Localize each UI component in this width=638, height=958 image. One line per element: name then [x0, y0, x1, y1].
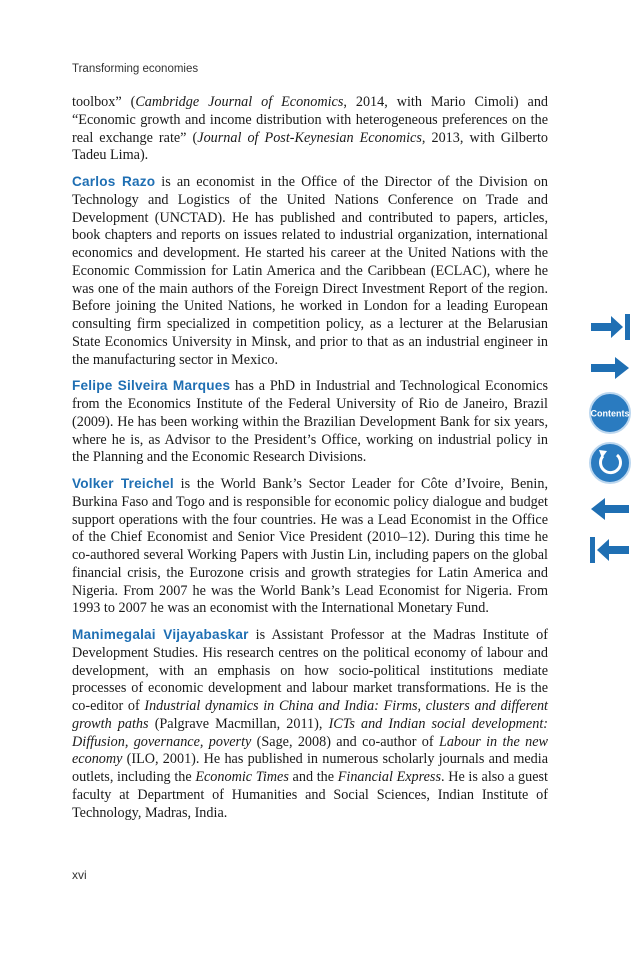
contents-label: Contents: [590, 408, 630, 419]
bio-name: Volker Treichel: [72, 476, 174, 491]
bio-name: Carlos Razo: [72, 174, 156, 189]
bio-manimegalai-vijayabaskar: Manimegalai Vijayabaskar is Assistant Professor at the Madras Institute of Development Studies. His research centres on the political economy of labour and development, with an emphasis on how socio-political institutions mediate processes of economic development and labour market transformations. He is the co-editor of Industrial dynamics in China and India: Firms, clusters and different growth paths (Palgrave Macmillan, 2011), ICTs and Indian social development: Diffusion, governance, poverty (Sage, 2008) and co-author of Labour in the new economy (ILO, 2001). He has published in numerous scholarly journals and media outlets, including the Economic Times and the Financial Express. He is also a guest faculty at Department of Humanities and Social Sciences, Indian Institute of Technology, Madras, India.: [72, 627, 549, 821]
bio-name: Manimegalai Vijayabaskar: [72, 627, 249, 642]
bio-volker-treichel: Volker Treichel is the World Bank’s Sector Leader for Côte d’Ivoire, Benin, Burkina Faso and Togo and is responsible for economic policy dialogue and budget support operations with the four countries. He was a Lead Economist in the Office of the Chief Economist and Senior Vice President (2010–12). During this time he co-authored several Working Papers with Justin Lin, including papers on the global financial crisis, the Eurozone crisis and growth strategies for Latin America and Nigeria. From 2007 he was the World Bank’s Lead Economist for Nigeria. From 1993 to 2007 he was an economist with the International Monetary Fund.: [72, 476, 548, 617]
next-page-icon[interactable]: [587, 349, 633, 387]
navigation-panel: [585, 308, 635, 572]
bio-felipe-silveira-marques: Felipe Silveira Marques has a PhD in Industrial and Technological Economics from the Economics Institute of the Federal University of Rio de Janeiro, Brazil (2009). He has been working within the Brazilian Development Bank for six years, where he is, as Advisor to the President’s Office, working on industrial policy in the Planning and the Economic Research Divisions.: [72, 378, 548, 466]
bio-name: Felipe Silveira Marques: [72, 378, 231, 394]
running-head: Transforming economies: [72, 63, 199, 75]
continued-paragraph: toolbox” (Cambridge Journal of Economics, 2014, with Mario Cimoli) and “Economic growth and income distribution with heterogeneous preferences on the real exchange rate” (Journal of Post-Keynesian Economics, 2013, with Gilberto Tadeu Lima).: [72, 94, 549, 164]
back-icon[interactable]: [587, 440, 633, 486]
contents-icon[interactable]: [587, 390, 633, 436]
bio-carlos-razo: Carlos Razo is an economist in the Office of the Director of the Division on Technology and Logistics of the United Nations Conference on Trade and Development (UNCTAD). He has published and contributed to papers, articles, book chapters and reports on issues related to industrial organization, international economics and development. He started his career at the United Nations with the Economic Commission for Latin America and the Caribbean (ECLAC), where he was one of the main authors of the Foreign Direct Investment Report of the region. Before joining the United Nations, he worked in London for a leading European consulting firm specialized in competition policy, as a lecturer at the Belarusian State Economics University in Minsk, and prior to that as an industrial engineer in the manufacturing sector in Mexico.: [72, 174, 548, 368]
first-page-icon[interactable]: [587, 531, 633, 569]
page-body: [72, 94, 548, 822]
page-number: xvi: [72, 868, 87, 882]
last-page-icon[interactable]: [587, 308, 633, 346]
previous-page-icon[interactable]: [587, 490, 633, 528]
